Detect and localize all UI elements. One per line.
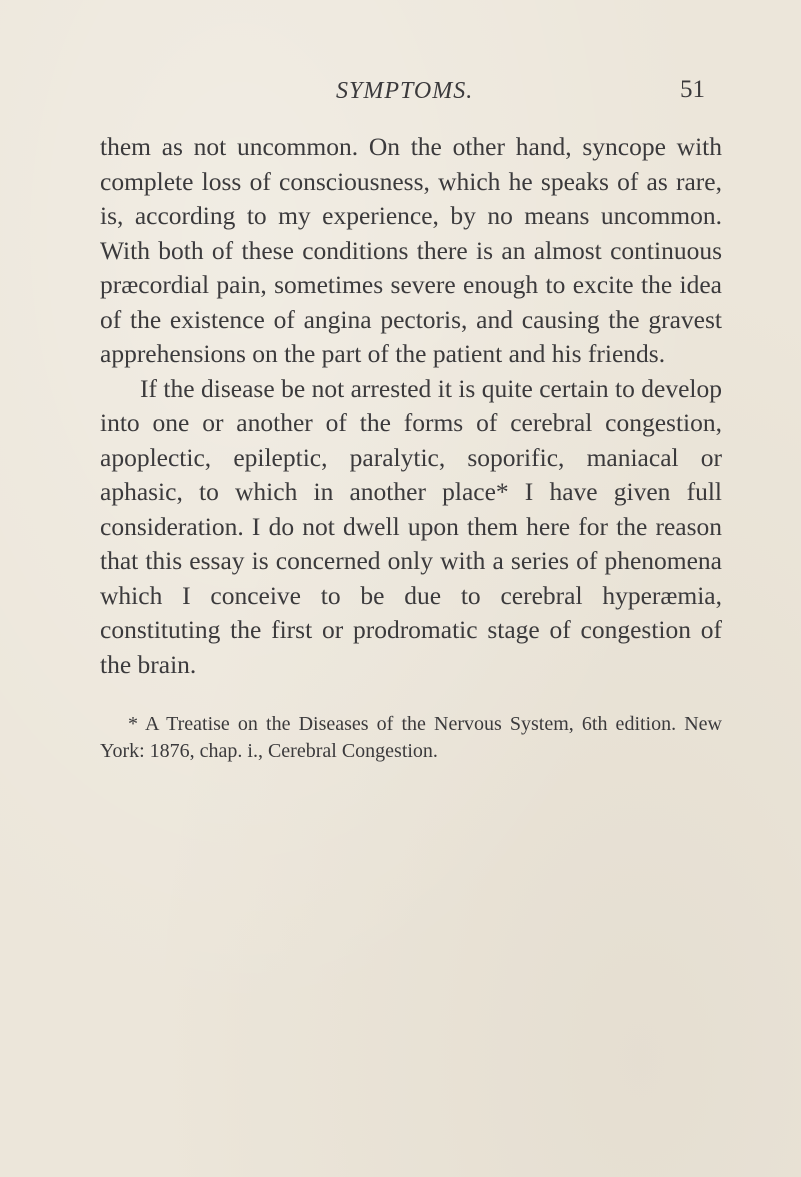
footnote-text: * A Treatise on the Diseases of the Nervous System, 6th edition. New York: 1876, chap. i., Cerebral Congestion.: [100, 713, 722, 762]
running-title: SYMPTOMS.: [336, 78, 474, 104]
paragraph-1: them as not uncommon. On the other hand, syncope with complete loss of consciousness, which he speaks of as rare, is, according to my experience, by no means uncommon. With both of these conditions there is an almost continuous præcordial pain, sometimes severe enough to excite the idea of the existence of angina pectoris, and causing the gravest apprehensions on the part of the patient and his friends.: [100, 132, 722, 368]
body-text: [100, 130, 722, 682]
page-header: [100, 76, 715, 112]
footnote: [100, 711, 722, 765]
paragraph-2: If the disease be not arrested it is quite certain to develop into one or another of the forms of cerebral congestion, apoplectic, epileptic, paralytic, soporific, maniacal or aphasic, to which in another place* I have given full consideration. I do not dwell upon them here for the reason that this essay is concerned only with a series of phenomena which I conceive to be due to cerebral hyperæmia, constituting the first or prodromatic stage of congestion of the brain.: [100, 373, 722, 679]
page-number: 51: [680, 76, 705, 103]
